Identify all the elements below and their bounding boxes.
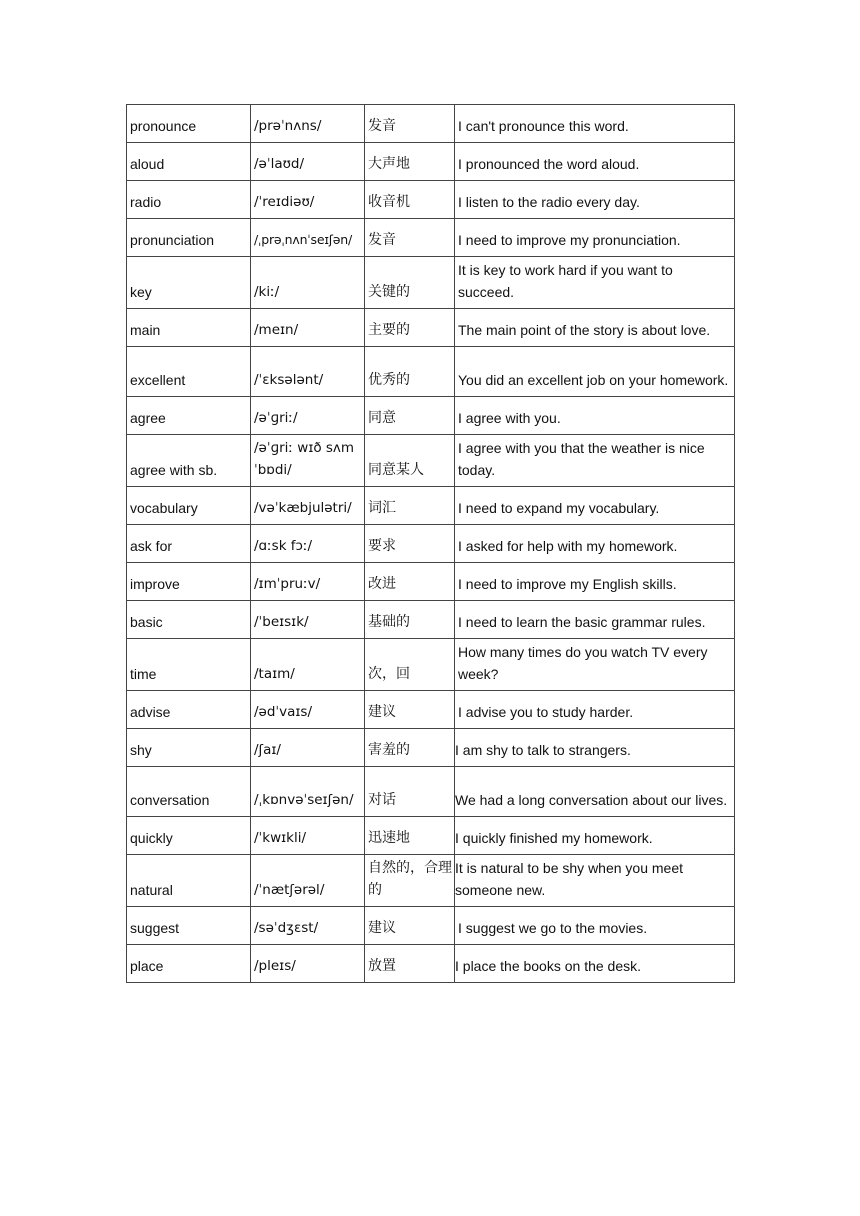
table-row xyxy=(127,563,735,601)
table-row xyxy=(127,105,735,143)
example-sentence-cell: I need to learn the basic grammar rules. xyxy=(455,601,735,639)
example-sentence-cell: I can't pronounce this word. xyxy=(455,105,735,143)
example-sentence-cell: I need to improve my English skills. xyxy=(455,563,735,601)
chinese-meaning-cell: 害羞的 xyxy=(365,729,455,767)
table-row xyxy=(127,855,735,907)
phonetic-cell: /əˈɡriː/ xyxy=(251,397,365,435)
phonetic-cell: /ˈreɪdiəʊ/ xyxy=(251,181,365,219)
vocabulary-table xyxy=(126,104,735,983)
example-sentence-cell: I asked for help with my homework. xyxy=(455,525,735,563)
table-row xyxy=(127,257,735,309)
phonetic-cell: /prəˈnʌns/ xyxy=(251,105,365,143)
table-row xyxy=(127,143,735,181)
word-cell: improve xyxy=(127,563,251,601)
example-sentence-cell: It is key to work hard if you want to succeed. xyxy=(455,257,735,309)
table-row xyxy=(127,309,735,347)
table-row xyxy=(127,397,735,435)
phonetic-cell: /ʃaɪ/ xyxy=(251,729,365,767)
table-row xyxy=(127,907,735,945)
phonetic-cell: /ˈbeɪsɪk/ xyxy=(251,601,365,639)
phonetic-cell: /ɑːsk fɔː/ xyxy=(251,525,365,563)
word-cell: basic xyxy=(127,601,251,639)
word-cell: pronounce xyxy=(127,105,251,143)
word-cell: excellent xyxy=(127,347,251,397)
phonetic-cell: /ɪmˈpruːv/ xyxy=(251,563,365,601)
word-cell: main xyxy=(127,309,251,347)
word-cell: quickly xyxy=(127,817,251,855)
word-cell: agree xyxy=(127,397,251,435)
phonetic-cell: /əˈlaʊd/ xyxy=(251,143,365,181)
chinese-meaning-cell: 次，回 xyxy=(365,639,455,691)
table-row xyxy=(127,435,735,487)
phonetic-cell: /səˈdʒɛst/ xyxy=(251,907,365,945)
word-cell: place xyxy=(127,945,251,983)
chinese-meaning-cell: 大声地 xyxy=(365,143,455,181)
chinese-meaning-cell: 自然的，合理的 xyxy=(365,855,455,907)
example-sentence-cell: I need to improve my pronunciation. xyxy=(455,219,735,257)
phonetic-cell: /taɪm/ xyxy=(251,639,365,691)
phonetic-cell: /əˈɡriː wɪð sʌmˈbɒdi/ xyxy=(251,435,365,487)
chinese-meaning-cell: 词汇 xyxy=(365,487,455,525)
phonetic-cell: /ədˈvaɪs/ xyxy=(251,691,365,729)
chinese-meaning-cell: 主要的 xyxy=(365,309,455,347)
chinese-meaning-cell: 建议 xyxy=(365,907,455,945)
phonetic-cell: /ˈkwɪkli/ xyxy=(251,817,365,855)
chinese-meaning-cell: 要求 xyxy=(365,525,455,563)
example-sentence-cell: The main point of the story is about love. xyxy=(455,309,735,347)
example-sentence-cell: I need to expand my vocabulary. xyxy=(455,487,735,525)
chinese-meaning-cell: 改进 xyxy=(365,563,455,601)
chinese-meaning-cell: 收音机 xyxy=(365,181,455,219)
phonetic-cell: /vəˈkæbjulətri/ xyxy=(251,487,365,525)
example-sentence-cell: I agree with you that the weather is nice today. xyxy=(455,435,735,487)
table-row xyxy=(127,219,735,257)
word-cell: aloud xyxy=(127,143,251,181)
word-cell: ask for xyxy=(127,525,251,563)
table-row xyxy=(127,601,735,639)
table-row xyxy=(127,487,735,525)
word-cell: suggest xyxy=(127,907,251,945)
word-cell: conversation xyxy=(127,767,251,817)
example-sentence-cell: I pronounced the word aloud. xyxy=(455,143,735,181)
phonetic-cell: /ˈnætʃərəl/ xyxy=(251,855,365,907)
table-row xyxy=(127,729,735,767)
word-cell: agree with sb. xyxy=(127,435,251,487)
example-sentence-cell: You did an excellent job on your homework. xyxy=(455,347,735,397)
phonetic-cell: /ˈɛksələnt/ xyxy=(251,347,365,397)
word-cell: key xyxy=(127,257,251,309)
phonetic-cell: /kiː/ xyxy=(251,257,365,309)
chinese-meaning-cell: 基础的 xyxy=(365,601,455,639)
chinese-meaning-cell: 放置 xyxy=(365,945,455,983)
chinese-meaning-cell: 同意 xyxy=(365,397,455,435)
table-row xyxy=(127,691,735,729)
vocabulary-table-body xyxy=(127,105,735,983)
chinese-meaning-cell: 发音 xyxy=(365,219,455,257)
table-row xyxy=(127,945,735,983)
word-cell: natural xyxy=(127,855,251,907)
word-cell: pronunciation xyxy=(127,219,251,257)
example-sentence-cell: I suggest we go to the movies. xyxy=(455,907,735,945)
word-cell: shy xyxy=(127,729,251,767)
example-sentence-cell: How many times do you watch TV every week? xyxy=(455,639,735,691)
table-row xyxy=(127,817,735,855)
example-sentence-cell: I am shy to talk to strangers. xyxy=(455,729,735,767)
chinese-meaning-cell: 建议 xyxy=(365,691,455,729)
example-sentence-cell: We had a long conversation about our lives. xyxy=(455,767,735,817)
example-sentence-cell: I advise you to study harder. xyxy=(455,691,735,729)
chinese-meaning-cell: 优秀的 xyxy=(365,347,455,397)
table-row xyxy=(127,181,735,219)
table-row xyxy=(127,525,735,563)
example-sentence-cell: I agree with you. xyxy=(455,397,735,435)
phonetic-cell: /ˌprəˌnʌnˈseɪʃən/ xyxy=(251,219,365,257)
phonetic-cell: /pleɪs/ xyxy=(251,945,365,983)
word-cell: time xyxy=(127,639,251,691)
chinese-meaning-cell: 迅速地 xyxy=(365,817,455,855)
table-row xyxy=(127,347,735,397)
chinese-meaning-cell: 关键的 xyxy=(365,257,455,309)
phonetic-cell: /meɪn/ xyxy=(251,309,365,347)
phonetic-cell: /ˌkɒnvəˈseɪʃən/ xyxy=(251,767,365,817)
example-sentence-cell: I quickly finished my homework. xyxy=(455,817,735,855)
word-cell: advise xyxy=(127,691,251,729)
example-sentence-cell: I place the books on the desk. xyxy=(455,945,735,983)
word-cell: vocabulary xyxy=(127,487,251,525)
chinese-meaning-cell: 同意某人 xyxy=(365,435,455,487)
example-sentence-cell: It is natural to be shy when you meet someone new. xyxy=(455,855,735,907)
table-row xyxy=(127,639,735,691)
table-row xyxy=(127,767,735,817)
word-cell: radio xyxy=(127,181,251,219)
example-sentence-cell: I listen to the radio every day. xyxy=(455,181,735,219)
chinese-meaning-cell: 对话 xyxy=(365,767,455,817)
chinese-meaning-cell: 发音 xyxy=(365,105,455,143)
